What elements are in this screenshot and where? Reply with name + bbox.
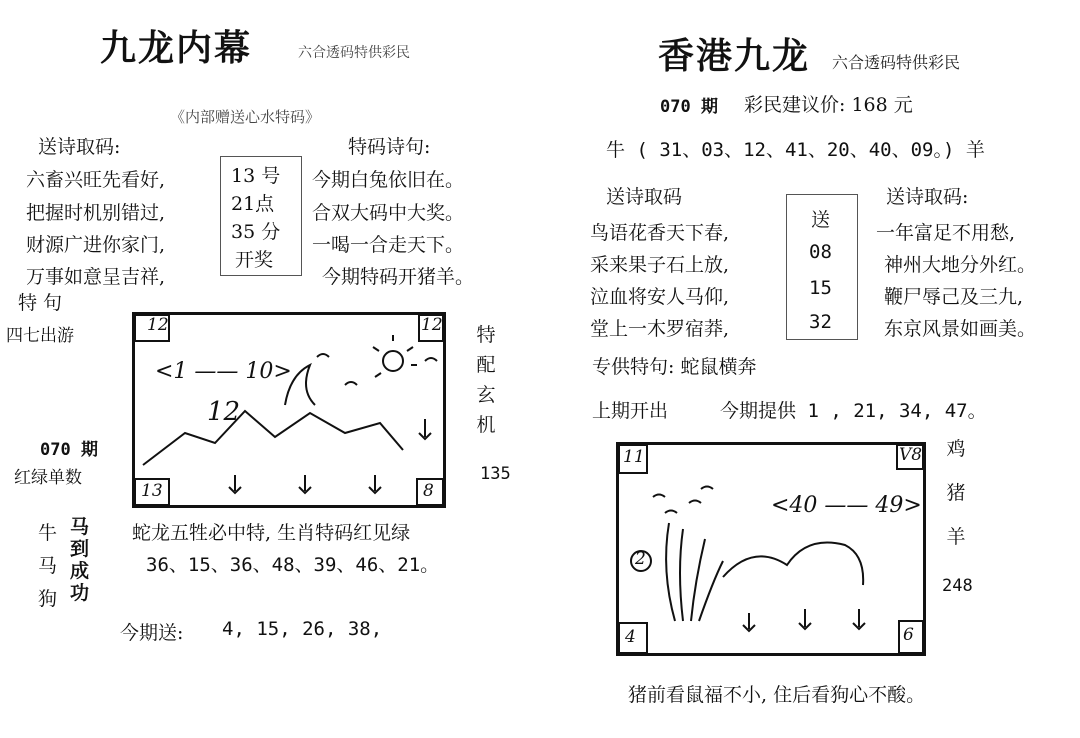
left-poem-header: 送诗取码: [38,136,121,158]
left-title: 九龙内幕 [100,27,253,69]
right-poem-line: 鞭尸辱己及三九, [884,286,1024,308]
left-poem-line: 把握时机别错过, [26,202,166,224]
sketch-corner-tl: 12 [147,315,169,335]
time-box-line: 开奖 [235,249,274,271]
left-right-number: 135 [480,464,511,484]
vertical-char: 配 [476,354,496,376]
right-poem-header-left: 送诗取码 [606,186,683,208]
sketch-corner-tr: 12 [421,315,443,335]
left-poem-line: 六畜兴旺先看好, [26,169,166,191]
sketch-mid-number: 2 [635,549,646,569]
left-poem-line: 财源广进你家门, [26,234,166,256]
right-poem-line: 神州大地分外红。 [884,254,1037,276]
right-poem-line: 鸟语花香天下春, [590,222,730,244]
red-green-label: 红绿单数 [14,468,82,488]
sketch-corner-tl: 11 [623,447,645,467]
right-period: 070 期 [660,97,718,117]
time-box-line: 21点 [231,193,275,215]
animal-char: 狗 [38,588,58,610]
right-poem-line: 堂上一木罗宿莽, [590,318,730,340]
left-line2: 36、15、36、48、39、46、21。 [146,554,440,576]
right-title: 香港九龙 [658,35,811,77]
left-sketch-drawing [135,315,443,505]
right-price: 彩民建议价: 168 元 [744,94,913,116]
right-special-label: 专供特句: 蛇鼠横奔 [592,356,757,378]
right-animals-line: 牛 ( 31、03、12、41、20、40、09。) 羊 [606,139,985,161]
sketch-mid-number: 12 [207,397,241,427]
sketch-corner-bl: 4 [625,627,636,647]
right-poem-header-right: 送诗取码: [886,186,969,208]
right-poem-line: 采来果子石上放, [590,254,730,276]
left-line1: 蛇龙五牲必中特, 生肖特码红见绿 [132,522,411,544]
right-poem-line: 东京风景如画美。 [884,318,1037,340]
sketch-corner-br: 8 [423,481,434,501]
left-poem-line: 万事如意呈吉祥, [26,266,166,288]
right-footer: 猪前看鼠福不小, 住后看狗心不酸。 [628,684,926,706]
right-right-number: 248 [942,576,973,596]
slogan-char: 马 [70,516,90,538]
right-poem-line: 一年富足不用愁, [876,222,1016,244]
sketch-corner-bl: 13 [141,481,163,501]
right-subtitle: 六合透码特供彩民 [832,53,961,72]
right-poem-line: 泣血将安人马仰, [590,286,730,308]
sketch-corner-br: 6 [903,625,914,645]
send-box-line: 08 [809,241,832,263]
sketch-range: <1 —— 10> [155,359,292,384]
right-send-box [786,194,858,340]
left-period: 070 期 [40,440,98,460]
left-poem2-header: 特码诗句: [348,136,431,158]
left-poem2-line: 合双大码中大奖。 [312,202,465,224]
animal-char: 马 [38,555,58,577]
left-poem2-line: 一喝一合走天下。 [312,234,465,256]
left-time-box [220,156,302,276]
left-poem2-line: 今期特码开猪羊。 [322,266,475,288]
tejv-label: 特 句 [18,292,63,314]
vertical-char: 机 [476,414,496,436]
slogan-char: 功 [70,582,90,604]
today-send-values: 4, 15, 26, 38, [222,618,383,640]
send-box-line: 送 [811,209,831,231]
right-sketch-frame [616,442,926,656]
left-sketch-frame [132,312,446,508]
time-box-line: 35 分 [231,221,281,243]
left-subtitle: 六合透码特供彩民 [298,45,410,61]
vertical-char: 特 [476,324,496,346]
right-today-provide: 今期提供 1 , 21, 34, 47。 [720,400,987,422]
right-sketch-drawing [619,445,923,653]
vertical-char: 猪 [946,482,966,504]
vertical-char: 羊 [946,526,966,548]
slogan-char: 成 [70,560,90,582]
animal-char: 牛 [38,522,58,544]
send-box-line: 15 [809,277,832,299]
slogan-char: 到 [70,538,90,560]
sketch-range: <40 —— 49> [771,493,922,518]
left-banner: 《内部赠送心水特码》 [170,108,321,126]
vertical-char: 鸡 [946,438,966,460]
tejv-text: 四七出游 [6,326,74,346]
left-poem2-line: 今期白兔依旧在。 [312,169,465,191]
right-last-open: 上期开出 [592,400,669,422]
today-send-label: 今期送: [120,622,184,644]
time-box-line: 13 号 [231,165,281,187]
vertical-char: 玄 [476,384,496,406]
send-box-line: 32 [809,311,832,333]
sketch-corner-tr: V8 [899,445,923,465]
